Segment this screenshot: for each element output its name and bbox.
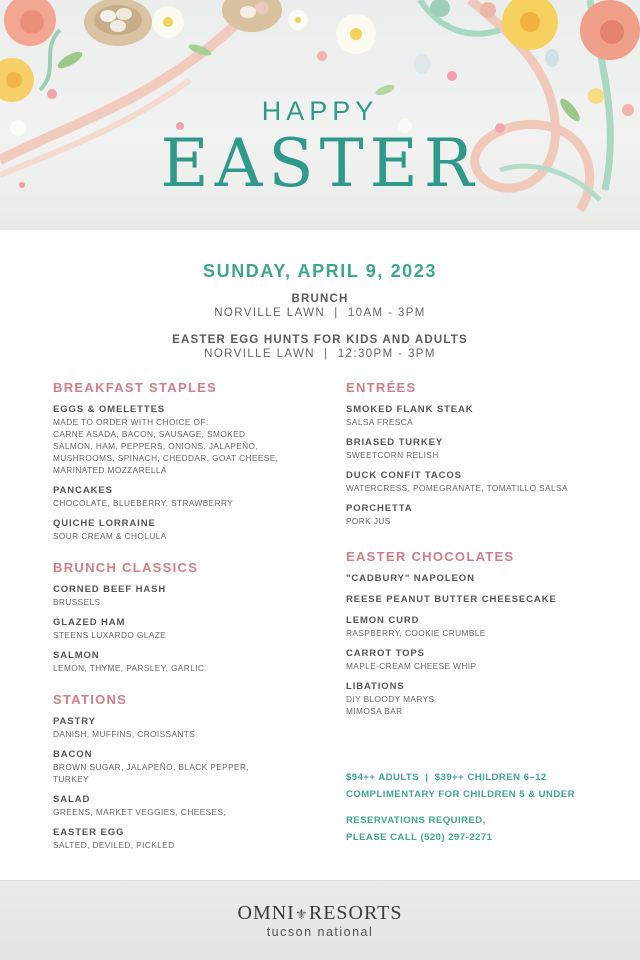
menu-item	[53, 715, 303, 740]
menu-item-name: EASTER EGG	[53, 827, 125, 838]
menu-item-desc: MIMOSA BAR	[346, 706, 403, 716]
brunch-title: BRUNCH	[291, 293, 349, 305]
reservations-line: RESERVATIONS REQUIRED,	[346, 815, 486, 826]
menu-item	[346, 469, 606, 494]
section-title: BREAKFAST STAPLES	[53, 380, 218, 395]
menu-item-desc: RASPBERRY, COOKIE CRUMBLE	[346, 628, 486, 638]
menu-item-name: LEMON CURD	[346, 615, 420, 626]
menu-item	[346, 680, 606, 717]
menu-item-name: CARROT TOPS	[346, 648, 425, 659]
menu-item-name: CORNED BEEF HASH	[53, 584, 167, 595]
section-title: STATIONS	[53, 692, 128, 707]
brand-left: OMNI	[237, 902, 295, 924]
omni-resorts-logo	[0, 902, 640, 925]
section-entrees	[346, 380, 606, 527]
menu-item-desc: MUSHROOMS, SPINACH, CHEDDAR, GOAT CHEESE,	[53, 453, 279, 463]
menu-item-name: EGGS & OMELETTES	[53, 404, 166, 415]
menu-item-desc: BRUSSELS	[53, 597, 101, 607]
menu-item	[53, 748, 303, 785]
menu-item-name: GLAZED HAM	[53, 617, 126, 628]
menu-item-name: SALAD	[53, 794, 91, 805]
menu-item-desc: MADE TO ORDER WITH CHOICE OF:	[53, 417, 209, 427]
menu-item-desc: CHOCOLATE, BLUEBERRY, STRAWBERRY	[53, 498, 234, 508]
menu-item-desc: PORK JUS	[346, 516, 391, 526]
menu-item-desc: CARNE ASADA, BACON, SAUSAGE, SMOKED	[53, 429, 246, 439]
menu-item-name: QUICHE LORRAINE	[53, 518, 156, 529]
event-date: SUNDAY, APRIL 9, 2023	[202, 261, 438, 281]
happy-heading: HAPPY	[261, 96, 379, 126]
price-line: $94++ ADULTS | $39++ CHILDREN 6–12	[346, 772, 547, 783]
menu-item-desc: SWEETCORN RELISH	[346, 450, 439, 460]
menu-item-desc: WATERCRESS, POMEGRANATE, TOMATILLO SALSA	[346, 483, 568, 493]
menu-item	[53, 793, 303, 818]
menu-item-desc: MARINATED MOZZARELLA	[53, 465, 167, 475]
section-easter-chocolates	[346, 549, 606, 717]
menu-item	[346, 502, 606, 527]
menu-item-name: PORCHETTA	[346, 503, 413, 514]
section-title: ENTRÉES	[346, 380, 417, 395]
menu-item-name: DUCK CONFIT TACOS	[346, 470, 462, 481]
menu-item	[346, 614, 606, 639]
menu-item	[53, 484, 303, 509]
menu-item-name: SALMON	[53, 650, 100, 661]
menu-item	[53, 649, 303, 674]
menu-item-name: PASTRY	[53, 716, 96, 727]
egg-hunt-title: EASTER EGG HUNTS FOR KIDS AND ADULTS	[172, 334, 468, 346]
menu-item-desc: LEMON, THYME, PARSLEY, GARLIC	[53, 663, 205, 673]
egg-hunt-detail: NORVILLE LAWN | 12:30PM - 3PM	[204, 348, 436, 360]
egg-hunt-info	[0, 334, 640, 360]
menu-item-desc: BROWN SUGAR, JALAPEÑO, BLACK PEPPER,	[53, 762, 250, 772]
menu-item-name: REESE PEANUT BUTTER CHEESECAKE	[346, 594, 557, 605]
menu-item	[346, 403, 606, 428]
menu-item-desc: STEENS LUXARDO GLAZE	[53, 630, 167, 640]
menu-item-desc: SALMON, HAM, PEPPERS, ONIONS, JALAPEÑO,	[53, 441, 259, 451]
menu-item	[346, 647, 606, 672]
menu-item	[53, 826, 303, 851]
section-title: BRUNCH CLASSICS	[53, 560, 199, 575]
menu-item	[53, 616, 303, 641]
pricing-info	[346, 769, 626, 846]
brunch-detail: NORVILLE LAWN | 10AM - 3PM	[214, 307, 426, 319]
menu-item-name: BACON	[53, 749, 93, 760]
menu-item	[346, 436, 606, 461]
menu-item-desc: SOUR CREAM & CHOLULA	[53, 531, 167, 541]
menu-item-desc: MAPLE-CREAM CHEESE WHIP	[346, 661, 477, 671]
header-banner	[0, 0, 640, 230]
menu-item-name: PANCAKES	[53, 485, 113, 496]
menu-item-desc: DANISH, MUFFINS, CROISSANTS	[53, 729, 196, 739]
menu-item-name: SMOKED FLANK STEAK	[346, 404, 474, 415]
menu-item-desc: GREENS, MARKET VEGGIES, CHEESES,	[53, 807, 227, 817]
menu-item-desc: DIY BLOODY MARYS	[346, 694, 435, 704]
menu-item	[53, 583, 303, 608]
fleur-icon: ⚜	[295, 908, 309, 923]
menu-item	[53, 403, 303, 476]
brunch-info	[0, 293, 640, 319]
section-brunch-classics	[53, 560, 303, 674]
brand-right: RESORTS	[308, 902, 403, 924]
menu-item-name: "CADBURY" NAPOLEON	[346, 573, 475, 584]
easter-heading: EASTER	[160, 125, 480, 202]
menu-item-name: LIBATIONS	[346, 681, 405, 692]
menu-item-desc: SALTED, DEVILED, PICKLED	[53, 840, 175, 850]
menu-item	[346, 593, 606, 606]
phone-line[interactable]: PLEASE CALL (520) 297-2271	[346, 832, 493, 843]
menu-item-desc: TURKEY	[53, 774, 90, 784]
menu-item	[346, 572, 606, 585]
menu-item	[53, 517, 303, 542]
section-breakfast-staples	[53, 380, 303, 542]
section-title: EASTER CHOCOLATES	[346, 549, 515, 564]
menu-left-column	[53, 380, 303, 859]
location-name: tucson national	[266, 925, 374, 939]
complimentary-line: COMPLIMENTARY FOR CHILDREN 5 & UNDER	[346, 789, 575, 800]
section-stations	[53, 692, 303, 851]
menu-right-column	[346, 380, 606, 725]
menu-item-name: BRIASED TURKEY	[346, 437, 444, 448]
menu-item-desc: SALSA FRESCA	[346, 417, 414, 427]
